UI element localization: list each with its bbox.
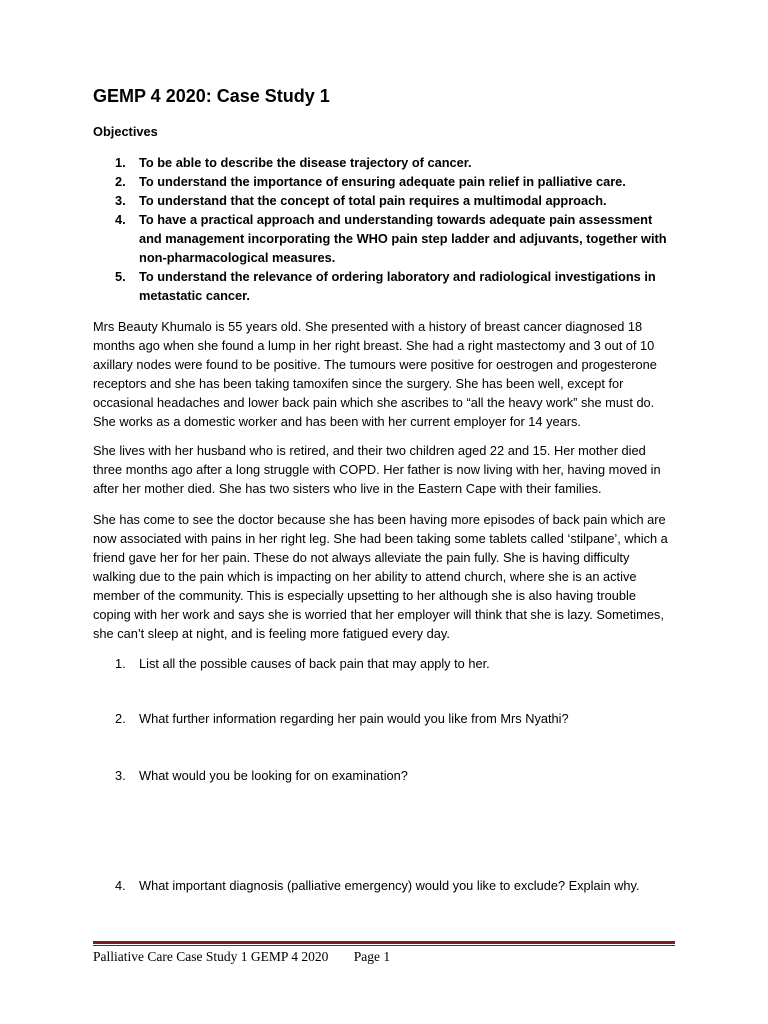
list-number: 4. [115,212,126,227]
question-number: 2. [115,711,126,726]
question-text: List all the possible causes of back pain that may apply to her. [139,656,490,671]
list-item [93,267,673,305]
question-text: What important diagnosis (palliative emergency) would you like to exclude? Explain why. [139,878,640,893]
list-number: 5. [115,269,126,284]
question-item [93,876,673,895]
list-number: 1. [115,155,126,170]
footer-text: Palliative Care Case Study 1 GEMP 4 2020 [93,949,329,964]
list-number: 2. [115,174,126,189]
objectives-heading: Objectives [93,124,158,139]
list-item [93,153,673,172]
list-number: 3. [115,193,126,208]
footer-divider [93,941,675,947]
question-text: What further information regarding her pain would you like from Mrs Nyathi? [139,711,569,726]
objective-text: To be able to describe the disease trajectory of cancer. [139,155,472,170]
objective-text: To understand the importance of ensuring adequate pain relief in palliative care. [139,174,626,189]
footer-divider-thin [93,945,675,946]
page-footer [93,949,390,965]
question-item [93,654,673,673]
question-text: What would you be looking for on examination? [139,768,408,783]
footer-divider-thick [93,941,675,944]
case-paragraph: She has come to see the doctor because she has been having more episodes of back pain which are now associated with pains in her right leg. She had been taking some tablets called ‘stilpane’, which a friend gave her for her pain. These do not always alleviate the pain fully. She is having difficulty walking due to the pain which is impacting on her ability to attend church, where she is an active member of the community. This is especially upsetting to her although she is also having trouble coping with her work and says she is worried that her employer will think that she is lazy. Sometimes, she can’t sleep at night, and is feeling more fatigued every day. [93,512,668,641]
objective-text: To have a practical approach and understanding towards adequate pain assessment and management incorporating the WHO pain step ladder and adjuvants, together with non-pharmacological measures. [139,212,667,265]
case-paragraph: Mrs Beauty Khumalo is 55 years old. She presented with a history of breast cancer diagnosed 18 months ago when she found a lump in her right breast. She had a right mastectomy and 3 out of 10 axillary nodes were found to be positive. The tumours were positive for oestrogen and progesterone receptors and she has been taking tamoxifen since the surgery. She has been well, except for occasional headaches and lower back pain which she ascribes to “all the heavy work” she must do. She works as a domestic worker and has been with her current employer for 14 years. [93,319,657,429]
question-item [93,766,673,785]
list-item [93,210,673,267]
question-item [93,709,673,728]
objective-text: To understand the relevance of ordering laboratory and radiological investigations in metastatic cancer. [139,269,656,303]
case-paragraph: She lives with her husband who is retired, and their two children aged 22 and 15. Her mother died three months ago after a long struggle with COPD. Her father is now living with her, having moved in after her mother died. She has two sisters who live in the Eastern Cape with their families. [93,443,661,496]
list-item [93,172,673,191]
question-number: 4. [115,878,126,893]
page-number: Page 1 [353,949,391,964]
list-item [93,191,673,210]
page-title: GEMP 4 2020: Case Study 1 [93,86,330,106]
objectives-list [93,153,673,305]
question-number: 3. [115,768,126,783]
question-number: 1. [115,656,126,671]
objective-text: To understand that the concept of total pain requires a multimodal approach. [139,193,607,208]
